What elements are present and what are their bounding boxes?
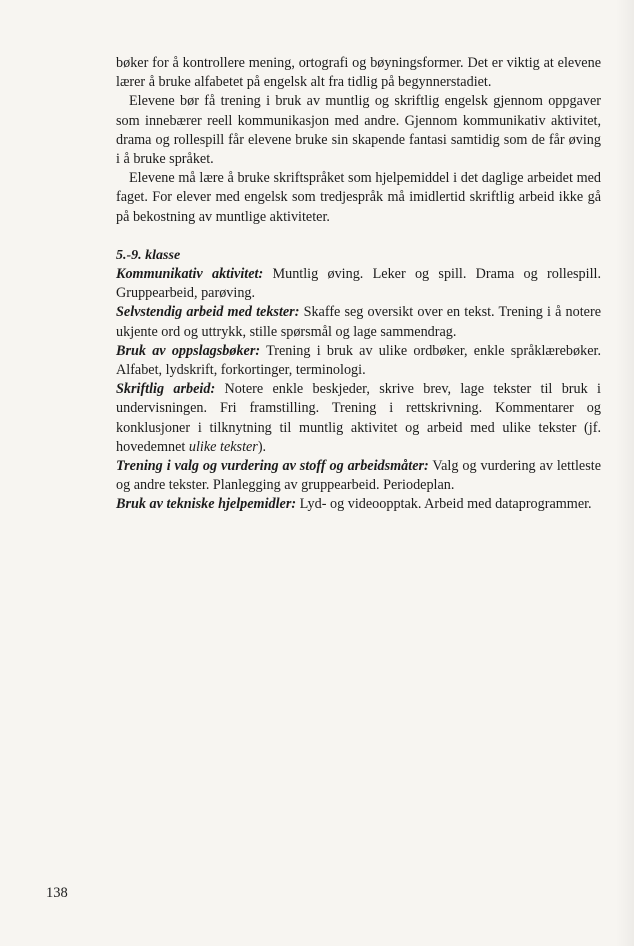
topic-heading: Trening i valg og vurdering av stoff og arbeidsmåter: xyxy=(116,458,429,475)
topic-heading: Kommunikativ aktivitet: xyxy=(116,266,264,283)
paragraph-1: bøker for å kontrollere mening, ortografi og bøyningsformer. Det er viktig at elevene lærer å bruke alfabetet på engelsk alt fra tidlig på begynnerstadiet. xyxy=(116,55,601,91)
topic-kommunikativ-aktivitet xyxy=(116,265,601,303)
topic-skriftlig-arbeid xyxy=(116,380,601,457)
topic-text: Skaffe seg oversikt over en tekst. Trening i å notere ukjente ord og uttrykk, stille spørsmål og lage sammendrag. xyxy=(116,304,601,340)
topic-heading: Selvstendig arbeid med tekster: xyxy=(116,304,300,321)
topic-text: Lyd- og videoopptak. Arbeid med dataprogrammer. xyxy=(296,496,592,513)
topic-heading: Skriftlig arbeid: xyxy=(116,381,216,398)
topic-trening-i-valg xyxy=(116,457,601,495)
topic-bruk-av-oppslagsboker xyxy=(116,342,601,380)
topic-selvstendig-arbeid xyxy=(116,303,601,341)
topic-heading: Bruk av tekniske hjelpemidler: xyxy=(116,496,297,513)
section-title: 5.-9. klasse xyxy=(116,247,181,263)
topic-italic-ref: ulike tekster xyxy=(188,438,258,455)
topic-tekniske-hjelpemidler xyxy=(116,495,601,514)
page-edge-shadow xyxy=(616,0,634,946)
topic-text: Trening i bruk av ulike ordbøker, enkle språklærebøker. Alfabet, lydskrift, forkortinger, terminologi. xyxy=(116,342,601,379)
topic-text: Notere enkle beskjeder, skrive brev, lage tekster til bruk i undervisningen. Fri framstilling. Trening i rettskrivning. Kommentarer og konklusjoner i tilknytning til muntlig aktivitet og arbeid med ulike tekster (jf. hovedemnet xyxy=(116,381,601,455)
paragraph-3: Elevene må lære å bruke skriftspråket som hjelpemiddel i det daglige arbeidet med faget. For elever med engelsk som tredjespråk må imidlertid skriftlig arbeid ikke gå på bekostning av muntlige aktiviteter. xyxy=(116,170,601,225)
topic-heading: Bruk av oppslagsbøker: xyxy=(116,342,261,359)
topic-text-end: ). xyxy=(257,438,267,455)
topic-text: Valg og vurdering av lettleste og andre tekster. Planlegging av gruppearbeid. Periodeplan. xyxy=(116,458,601,494)
paragraph-2: Elevene bør få trening i bruk av muntlig og skriftlig engelsk gjennom oppgaver som innebærer reell kommunikasjon med andre. Gjennom kommunikativ aktivitet, drama og rollespill får elevene bruke sin skapende fantasi samtidig som de får øving i å bruke språket. xyxy=(116,93,601,168)
topic-text: Muntlig øving. Leker og spill. Drama og rollespill. Gruppearbeid, parøving. xyxy=(116,266,601,302)
page-body xyxy=(116,54,601,515)
page-number: 138 xyxy=(46,885,68,901)
